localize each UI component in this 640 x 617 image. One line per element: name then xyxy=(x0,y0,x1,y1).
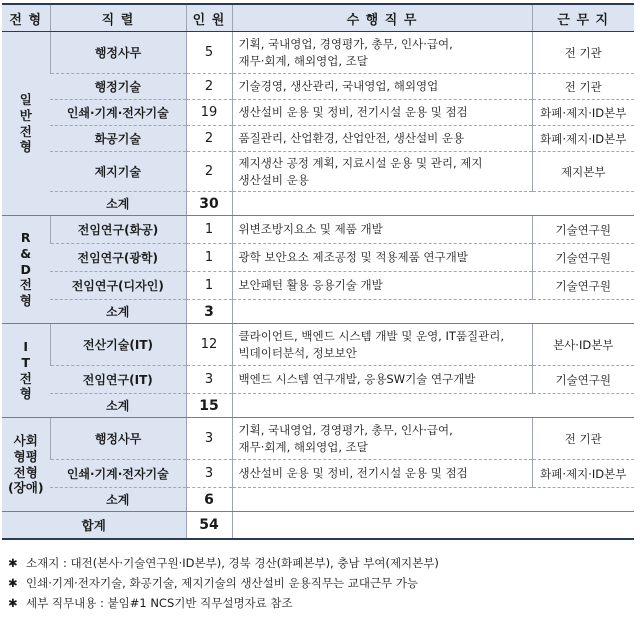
exam-type-line: 전 xyxy=(19,277,32,293)
exam-type-line: I xyxy=(23,339,29,355)
table-row xyxy=(2,244,634,272)
duty-line: 생산설비 운용 xyxy=(238,172,309,187)
total-label: 합계 xyxy=(2,512,186,540)
subtotal-row xyxy=(2,192,634,216)
table-row xyxy=(2,126,634,152)
duty-cell xyxy=(232,324,532,366)
duty-cell xyxy=(232,74,532,100)
total-count: 54 xyxy=(186,512,232,540)
duty-line: 기획, 국내영업, 경영평가, 총무, 인사·급여, xyxy=(238,422,453,437)
count-cell: 3 xyxy=(186,460,232,488)
table-row xyxy=(2,460,634,488)
header-count: 인 원 xyxy=(186,4,232,32)
duty-cell xyxy=(232,100,532,126)
duty-cell xyxy=(232,272,532,300)
recruitment-table xyxy=(2,3,634,540)
job-cell: 전임연구(IT) xyxy=(50,366,186,394)
footnotes xyxy=(8,553,439,613)
subtotal-row xyxy=(2,488,634,512)
exam-type-line: 전형 xyxy=(13,464,38,480)
duty-line: 기술경영, 생산관리, 국내영업, 해외영업 xyxy=(238,79,439,94)
subtotal-empty xyxy=(232,300,634,324)
duty-line: 품질관리, 산업환경, 산업안전, 생산설비 운용 xyxy=(238,131,465,146)
exam-type-line: & xyxy=(20,246,32,262)
table-row xyxy=(2,418,634,460)
exam-type-line: 형 xyxy=(19,139,32,155)
header-location: 근 무 지 xyxy=(532,4,634,32)
exam-type-line: 전 xyxy=(19,370,32,386)
exam-type-line: T xyxy=(21,354,31,370)
footnote-text: 소재지 : 대전(본사·기술연구원·ID본부), 경북 경산(화폐본부), 충남 부여(제지본부) xyxy=(26,556,439,570)
table-row xyxy=(2,74,634,100)
exam-type-cell xyxy=(2,216,50,324)
count-cell: 3 xyxy=(186,366,232,394)
subtotal-empty xyxy=(232,192,634,216)
count-cell: 12 xyxy=(186,324,232,366)
count-cell: 3 xyxy=(186,418,232,460)
location-cell: 기술연구원 xyxy=(532,366,634,394)
exam-type-line: 형 xyxy=(19,386,32,402)
duty-cell xyxy=(232,32,532,74)
duty-line: 클라이언트, 백엔드 시스템 개발 및 운영, IT품질관리, xyxy=(238,328,504,343)
exam-type-cell xyxy=(2,32,50,216)
job-cell: 제지기술 xyxy=(50,152,186,192)
exam-type-line: 전 xyxy=(19,123,32,139)
duty-cell xyxy=(232,244,532,272)
count-cell: 1 xyxy=(186,272,232,300)
footnote-text: 인쇄·기계·전자기술, 화공기술, 제지기술의 생산설비 운용직무는 교대근무 가능 xyxy=(26,576,419,590)
duty-line: 재무·회계, 해외영업, 조달 xyxy=(238,53,368,68)
footnote xyxy=(8,553,439,573)
exam-type-line: (장애) xyxy=(7,480,44,496)
job-cell: 행정사무 xyxy=(50,418,186,460)
subtotal-empty xyxy=(232,394,634,418)
duty-line: 빅데이터분석, 정보보안 xyxy=(238,345,357,360)
total-empty xyxy=(232,512,634,540)
footnote xyxy=(8,573,439,593)
duty-line: 백엔드 시스템 연구개발, 응용SW기술 연구개발 xyxy=(238,372,476,387)
duty-cell xyxy=(232,418,532,460)
location-cell: 화폐·제지·ID본부 xyxy=(532,460,634,488)
job-cell: 인쇄·기계·전자기술 xyxy=(50,460,186,488)
duty-line: 위변조방지요소 및 제품 개발 xyxy=(238,222,383,237)
duty-line: 생산설비 운용 및 정비, 전기시설 운용 및 점검 xyxy=(238,466,468,481)
job-cell: 전임연구(화공) xyxy=(50,216,186,244)
subtotal-count: 3 xyxy=(186,300,232,324)
location-cell: 제지본부 xyxy=(532,152,634,192)
location-cell: 기술연구원 xyxy=(532,244,634,272)
footnote-mark: ✱ xyxy=(8,576,18,590)
table-header-row xyxy=(2,4,634,32)
duty-line: 제지생산 공정 계획, 지료시설 운용 및 관리, 제지 xyxy=(238,155,483,170)
subtotal-label: 소계 xyxy=(50,300,186,324)
exam-type-line: 형평 xyxy=(13,448,38,464)
subtotal-label: 소계 xyxy=(50,488,186,512)
count-cell: 2 xyxy=(186,74,232,100)
table-row xyxy=(2,324,634,366)
job-cell: 인쇄·기계·전자기술 xyxy=(50,100,186,126)
subtotal-row xyxy=(2,300,634,324)
duty-cell xyxy=(232,152,532,192)
exam-type-line: D xyxy=(20,261,31,277)
location-cell: 기술연구원 xyxy=(532,216,634,244)
exam-type-line: 반 xyxy=(19,107,32,123)
duty-line: 생산설비 운용 및 정비, 전기시설 운용 및 점검 xyxy=(238,105,468,120)
location-cell: 본사·ID본부 xyxy=(532,324,634,366)
table-row xyxy=(2,272,634,300)
count-cell: 5 xyxy=(186,32,232,74)
duty-line: 보안패턴 활용 응용기술 개발 xyxy=(238,278,383,293)
exam-type-line: 일 xyxy=(19,92,32,108)
job-cell: 행정기술 xyxy=(50,74,186,100)
subtotal-label: 소계 xyxy=(50,394,186,418)
location-cell: 화폐·제지·ID본부 xyxy=(532,100,634,126)
subtotal-empty xyxy=(232,488,634,512)
subtotal-row xyxy=(2,394,634,418)
subtotal-count: 30 xyxy=(186,192,232,216)
duty-line: 광학 보안요소 제조공정 및 적용제품 연구개발 xyxy=(238,250,468,265)
exam-type-line: 사회 xyxy=(13,433,38,449)
header-job: 직 렬 xyxy=(50,4,186,32)
duty-cell xyxy=(232,366,532,394)
job-cell: 전산기술(IT) xyxy=(50,324,186,366)
duty-cell xyxy=(232,216,532,244)
footnote-text: 세부 직무내용 : 붙임#1 NCS기반 직무설명자료 참조 xyxy=(26,596,293,610)
count-cell: 19 xyxy=(186,100,232,126)
location-cell: 화폐·제지·ID본부 xyxy=(532,126,634,152)
table-row xyxy=(2,32,634,74)
exam-type-line: R xyxy=(20,230,31,246)
header-type: 전 형 xyxy=(2,4,50,32)
table-row xyxy=(2,100,634,126)
table-row xyxy=(2,216,634,244)
job-cell: 화공기술 xyxy=(50,126,186,152)
duty-line: 기획, 국내영업, 경영평가, 총무, 인사·급여, xyxy=(238,36,453,51)
exam-type-cell xyxy=(2,324,50,418)
footnote xyxy=(8,593,439,613)
duty-cell xyxy=(232,460,532,488)
header-duty: 수 행 직 무 xyxy=(232,4,532,32)
job-cell: 전임연구(디자인) xyxy=(50,272,186,300)
total-row xyxy=(2,512,634,540)
table-row xyxy=(2,152,634,192)
location-cell: 전 기관 xyxy=(532,32,634,74)
count-cell: 2 xyxy=(186,152,232,192)
location-cell: 전 기관 xyxy=(532,418,634,460)
count-cell: 2 xyxy=(186,126,232,152)
subtotal-count: 15 xyxy=(186,394,232,418)
table-row xyxy=(2,366,634,394)
subtotal-label: 소계 xyxy=(50,192,186,216)
location-cell: 기술연구원 xyxy=(532,272,634,300)
location-cell: 전 기관 xyxy=(532,74,634,100)
exam-type-cell xyxy=(2,418,50,512)
subtotal-count: 6 xyxy=(186,488,232,512)
footnote-mark: ✱ xyxy=(8,596,18,610)
duty-cell xyxy=(232,126,532,152)
count-cell: 1 xyxy=(186,244,232,272)
table-body xyxy=(2,32,634,540)
duty-line: 재무·회계, 해외영업, 조달 xyxy=(238,439,368,454)
count-cell: 1 xyxy=(186,216,232,244)
exam-type-line: 형 xyxy=(19,292,32,308)
footnote-mark: ✱ xyxy=(8,556,18,570)
job-cell: 전임연구(광학) xyxy=(50,244,186,272)
job-cell: 행정사무 xyxy=(50,32,186,74)
